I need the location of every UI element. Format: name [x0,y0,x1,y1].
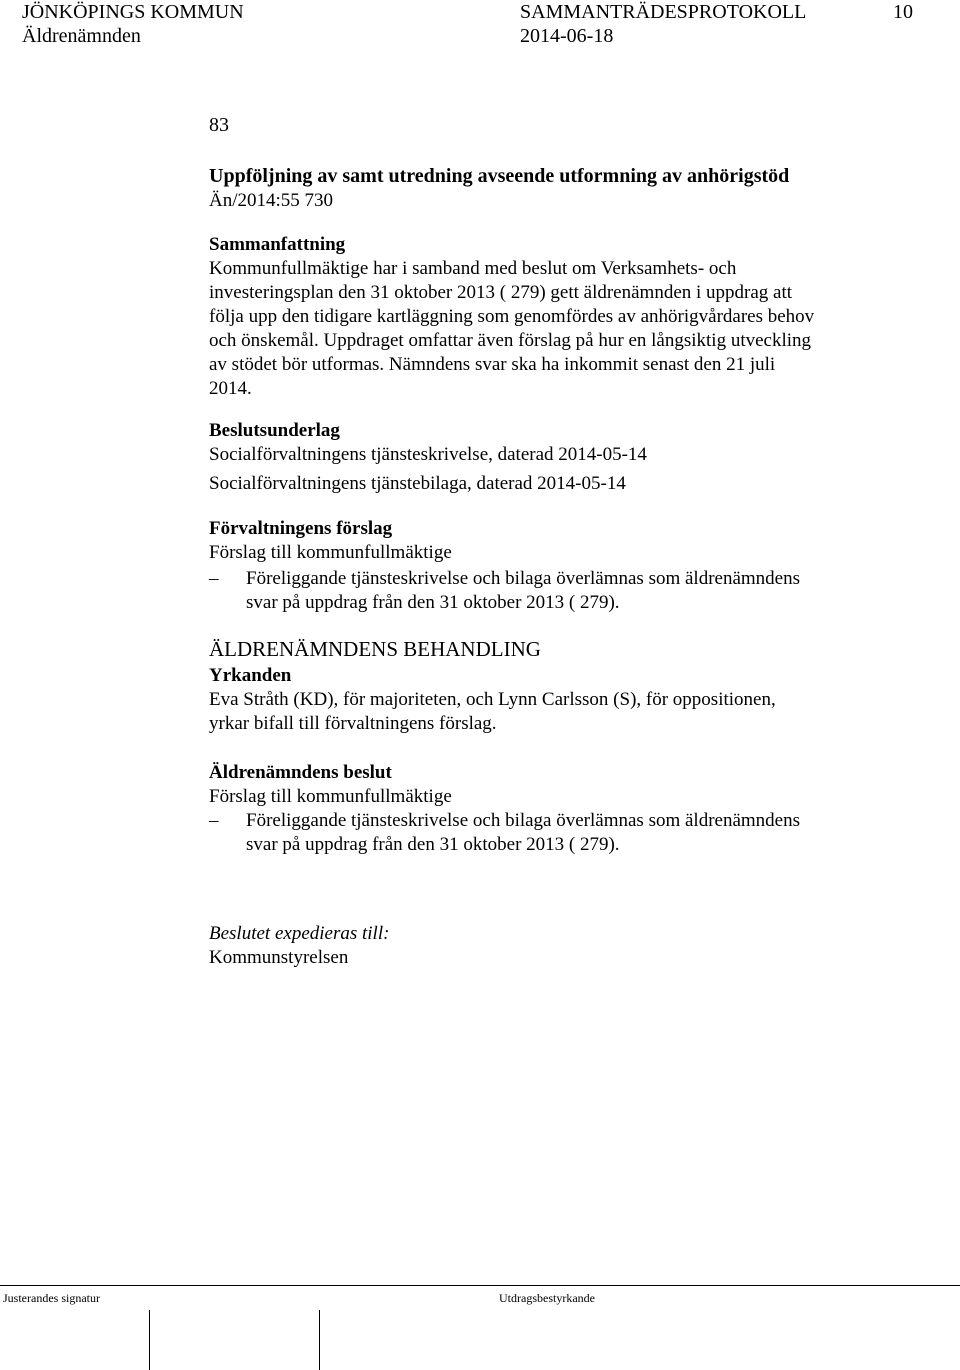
claims-line: yrkar bifall till förvaltningens förslag. [209,713,497,734]
proposal-text [246,567,800,615]
decision-heading: Äldrenämndens beslut [209,762,392,783]
summary-line: följa upp den tidigare kartläggning som genomfördes av anhörigvårdares behov [209,306,815,327]
decision-dash: – [209,810,219,831]
summary-line: Kommunfullmäktige har i samband med beslut om Verksamhets- och [209,258,737,279]
claims-body [209,688,776,736]
proposal-subheading: Förslag till kommunfullmäktige [209,542,452,563]
summary-line: investeringsplan den 31 oktober 2013 ( 279) gett äldrenämnden i uppdrag att [209,282,793,303]
signature-box-divider [319,1310,320,1370]
proposal-dash: – [209,568,219,589]
header-date: 2014-06-18 [520,25,614,47]
footer-certification-label: Utdragsbestyrkande [499,1291,595,1305]
basis-heading: Beslutsunderlag [209,420,340,441]
claims-heading: Yrkanden [209,665,292,686]
section-number: 83 [209,114,229,136]
distribution-recipient: Kommunstyrelsen [209,947,349,968]
header-organization: JÖNKÖPINGS KOMMUN [22,1,244,23]
summary-line: och önskemål. Uppdraget omfattar även förslag på hur en långsiktig utveckling [209,330,812,351]
decision-text [246,809,800,857]
footer-divider [0,1285,960,1286]
decision-subheading: Förslag till kommunfullmäktige [209,786,452,807]
summary-line: av stödet bör utformas. Nämndens svar ska ha inkommit senast den 21 juli [209,354,776,375]
header-department: Äldrenämnden [22,25,141,47]
proposal-heading: Förvaltningens förslag [209,518,393,539]
section-title: Uppföljning av samt utredning avseende utformning av anhörigstöd [209,165,790,187]
proposal-line: Föreliggande tjänsteskrivelse och bilaga överlämnas som äldrenämndens [246,568,801,589]
header-document-type: SAMMANTRÄDESPROTOKOLL [520,1,807,23]
claims-line: Eva Stråth (KD), för majoriteten, och Lynn Carlsson (S), för oppositionen, [209,689,776,710]
summary-body [209,257,889,401]
decision-line: svar på uppdrag från den 31 oktober 2013 ( 279). [246,834,620,855]
proposal-line: svar på uppdrag från den 31 oktober 2013 ( 279). [246,592,620,613]
summary-heading: Sammanfattning [209,234,346,255]
treatment-heading: ÄLDRENÄMNDENS BEHANDLING [209,637,541,661]
distribution-heading: Beslutet expedieras till: [209,923,390,944]
page-number: 10 [893,1,913,23]
decision-line: Föreliggande tjänsteskrivelse och bilaga överlämnas som äldrenämndens [246,810,801,831]
basis-item: Socialförvaltningens tjänstebilaga, daterad 2014-05-14 [209,473,626,494]
summary-line: 2014. [209,378,252,399]
footer-signature-label: Justerandes signatur [3,1291,100,1305]
signature-box-divider [149,1310,150,1370]
basis-item: Socialförvaltningens tjänsteskrivelse, daterad 2014-05-14 [209,444,647,465]
case-number: Än/2014:55 730 [209,190,334,211]
